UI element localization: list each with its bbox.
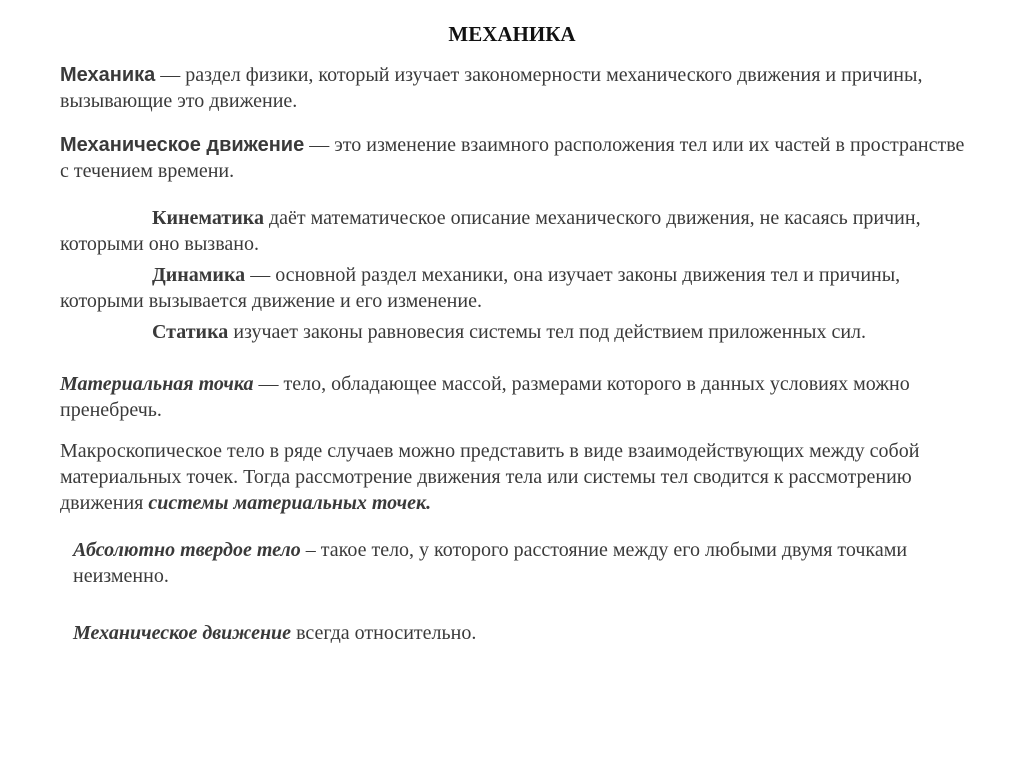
mechanical-motion-definition (60, 132, 965, 184)
page-title: МЕХАНИКА (448, 22, 576, 46)
rigid-body-text: – такое тело, у которого расстояние между его любыми двумя точками неизменно. (73, 539, 908, 587)
mechanical-motion-text: — это изменение взаимного расположения тел или их частей в пространстве с течением времени. (60, 134, 965, 182)
rigid-body-term: Абсолютно твердое тело (73, 539, 301, 561)
statics-paragraph (60, 319, 965, 345)
mechanical-motion-term: Механическое движение (60, 134, 305, 156)
mechanics-term: Механика (60, 64, 156, 86)
relativity-term: Механическое движение (73, 622, 292, 644)
kinematics-text: даёт математическое описание механического движения, не касаясь причин, которыми оно вызвано. (60, 207, 921, 255)
dynamics-text: — основной раздел механики, она изучает законы движения тел и причины, которыми вызывается движение и его изменение. (60, 264, 901, 312)
mechanics-text: — раздел физики, который изучает закономерности механического движения и причины, вызывающие это движение. (60, 64, 923, 112)
mechanics-definition (60, 62, 965, 114)
relativity-text: всегда относительно. (291, 622, 477, 644)
macroscopic-body-paragraph (60, 438, 950, 516)
dynamics-paragraph (60, 262, 965, 314)
kinematics-paragraph (60, 205, 965, 257)
material-point-definition (60, 371, 920, 423)
material-points-system-term: системы материальных точек. (148, 492, 432, 514)
rigid-body-definition (73, 537, 923, 589)
statics-text: изучает законы равновесия системы тел под действием приложенных сил. (228, 321, 867, 343)
statics-term: Статика (152, 321, 229, 343)
macroscopic-text: Макроскопическое тело в ряде случаев можно представить в виде взаимодействующих между собой материальных точек. Тогда рассмотрение движения тела или системы тел сводится к рассмотрению движения (60, 440, 920, 514)
dynamics-term: Динамика (152, 264, 246, 286)
material-point-term: Материальная точка (60, 373, 254, 395)
material-point-text: — тело, обладающее массой, размерами которого в данных условиях можно пренебречь. (60, 373, 910, 421)
relativity-statement (73, 620, 923, 646)
kinematics-term: Кинематика (152, 207, 264, 229)
